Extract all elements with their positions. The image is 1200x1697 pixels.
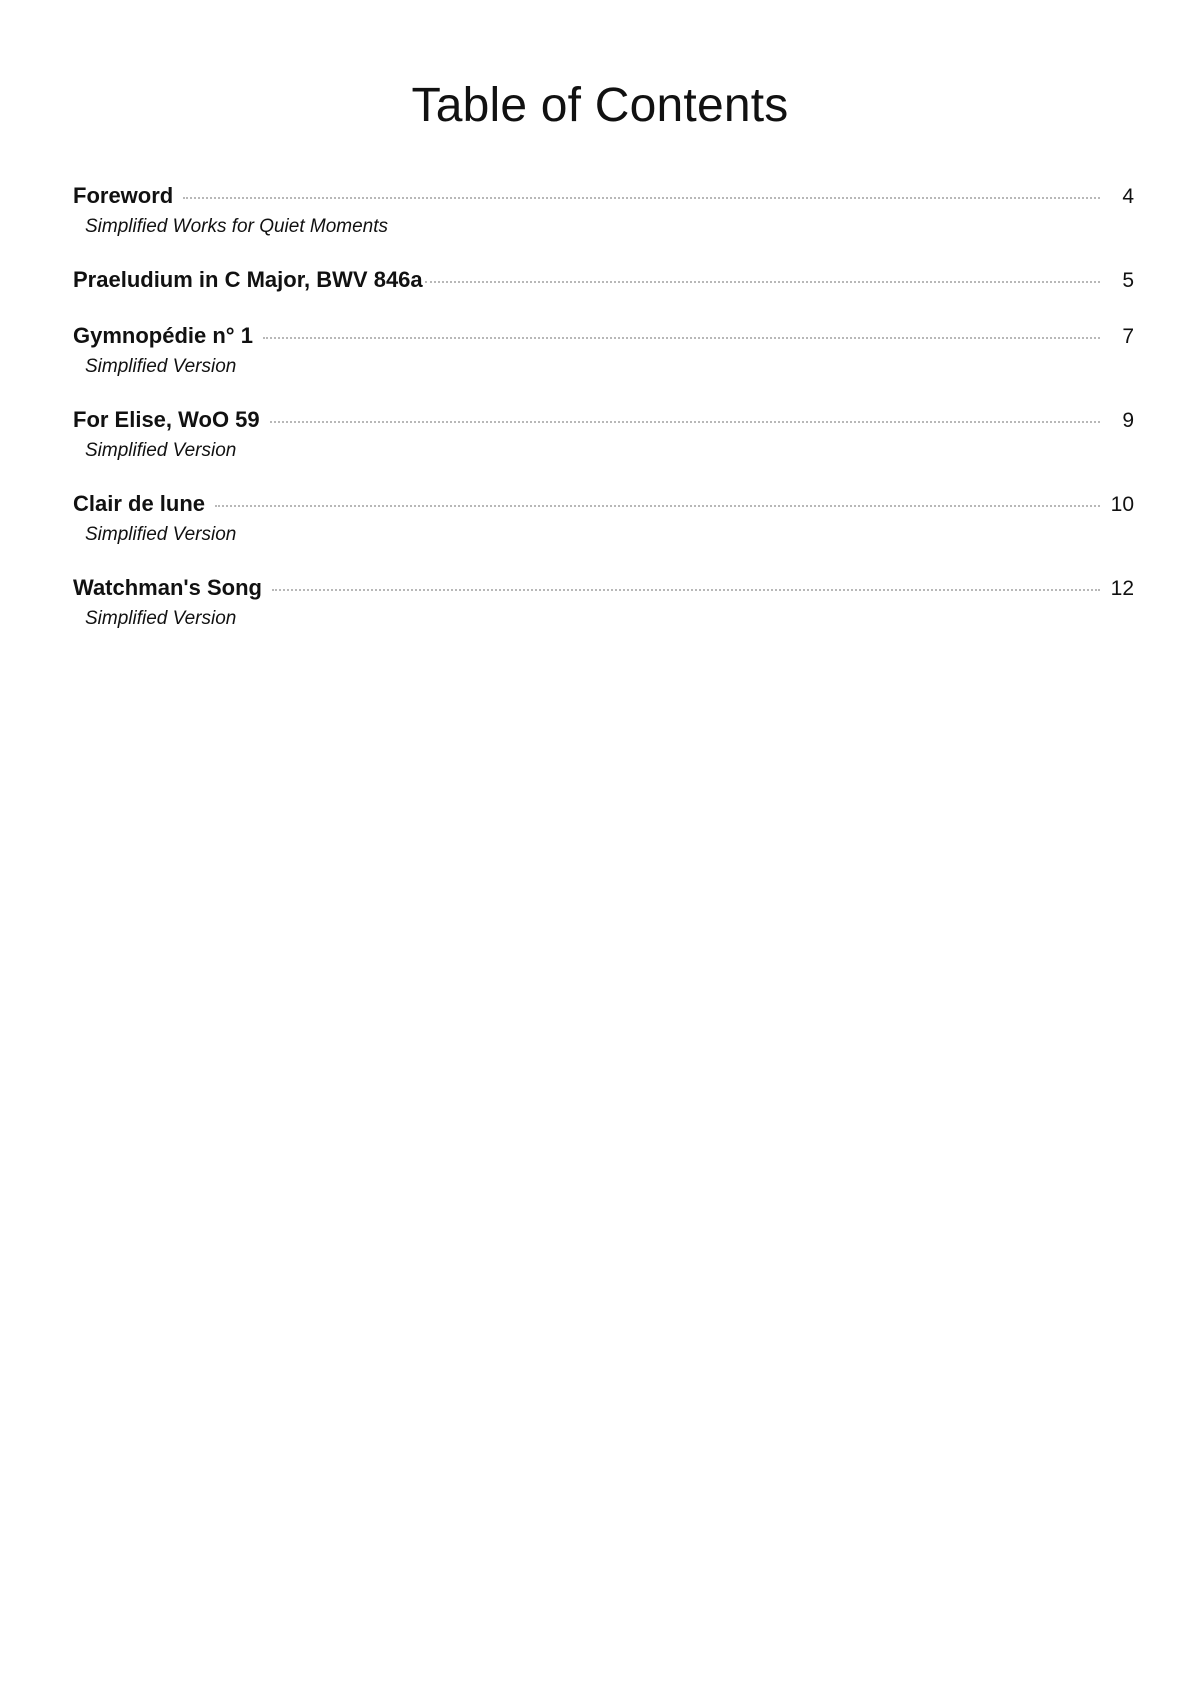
dot-leader xyxy=(263,337,1100,339)
toc-entry-title: Watchman's Song xyxy=(73,575,262,600)
toc-entry-subtitle: Simplified Version xyxy=(85,608,237,629)
dot-leader xyxy=(183,197,1100,199)
dot-leader xyxy=(272,589,1100,591)
toc-line xyxy=(73,178,1134,214)
toc-entry-watchmans-song[interactable] xyxy=(73,570,1134,632)
toc-entry-title: Gymnopédie n° 1 xyxy=(73,323,253,348)
page-title: Table of Contents xyxy=(411,79,789,132)
toc-entry-subtitle: Simplified Works for Quiet Moments xyxy=(85,216,389,237)
toc-entry-subtitle: Simplified Version xyxy=(85,356,237,377)
toc-line xyxy=(73,402,1134,438)
toc-line xyxy=(73,262,1134,298)
toc-entry-for-elise[interactable] xyxy=(73,402,1134,464)
toc-entry-subtitle: Simplified Version xyxy=(85,440,237,461)
toc-entry-foreword[interactable] xyxy=(73,178,1134,240)
toc-page-number: 10 xyxy=(1110,493,1134,516)
toc-entry-title: Praeludium in C Major, BWV 846a xyxy=(73,267,423,292)
toc-line xyxy=(73,570,1134,606)
toc-page-number: 9 xyxy=(1122,409,1134,432)
toc-page-number: 7 xyxy=(1122,325,1134,348)
toc-page-number: 12 xyxy=(1110,577,1134,600)
toc-line xyxy=(73,486,1134,522)
toc-entry-title: Clair de lune xyxy=(73,491,206,516)
dot-leader xyxy=(270,421,1100,423)
toc-entry-praeludium[interactable] xyxy=(73,262,1134,298)
toc-page-number: 5 xyxy=(1122,269,1134,292)
toc-entry-clair-de-lune[interactable] xyxy=(73,486,1134,548)
toc-entry-subtitle: Simplified Version xyxy=(85,524,237,545)
toc-entry-title: For Elise, WoO 59 xyxy=(73,407,260,432)
toc-line xyxy=(73,318,1134,354)
toc-entry-title: Foreword xyxy=(73,183,174,208)
dot-leader xyxy=(215,505,1100,507)
toc-entry-gymnopedie[interactable] xyxy=(73,318,1134,380)
toc-page-number: 4 xyxy=(1122,185,1134,208)
table-of-contents xyxy=(73,178,1134,654)
dot-leader xyxy=(425,281,1100,283)
